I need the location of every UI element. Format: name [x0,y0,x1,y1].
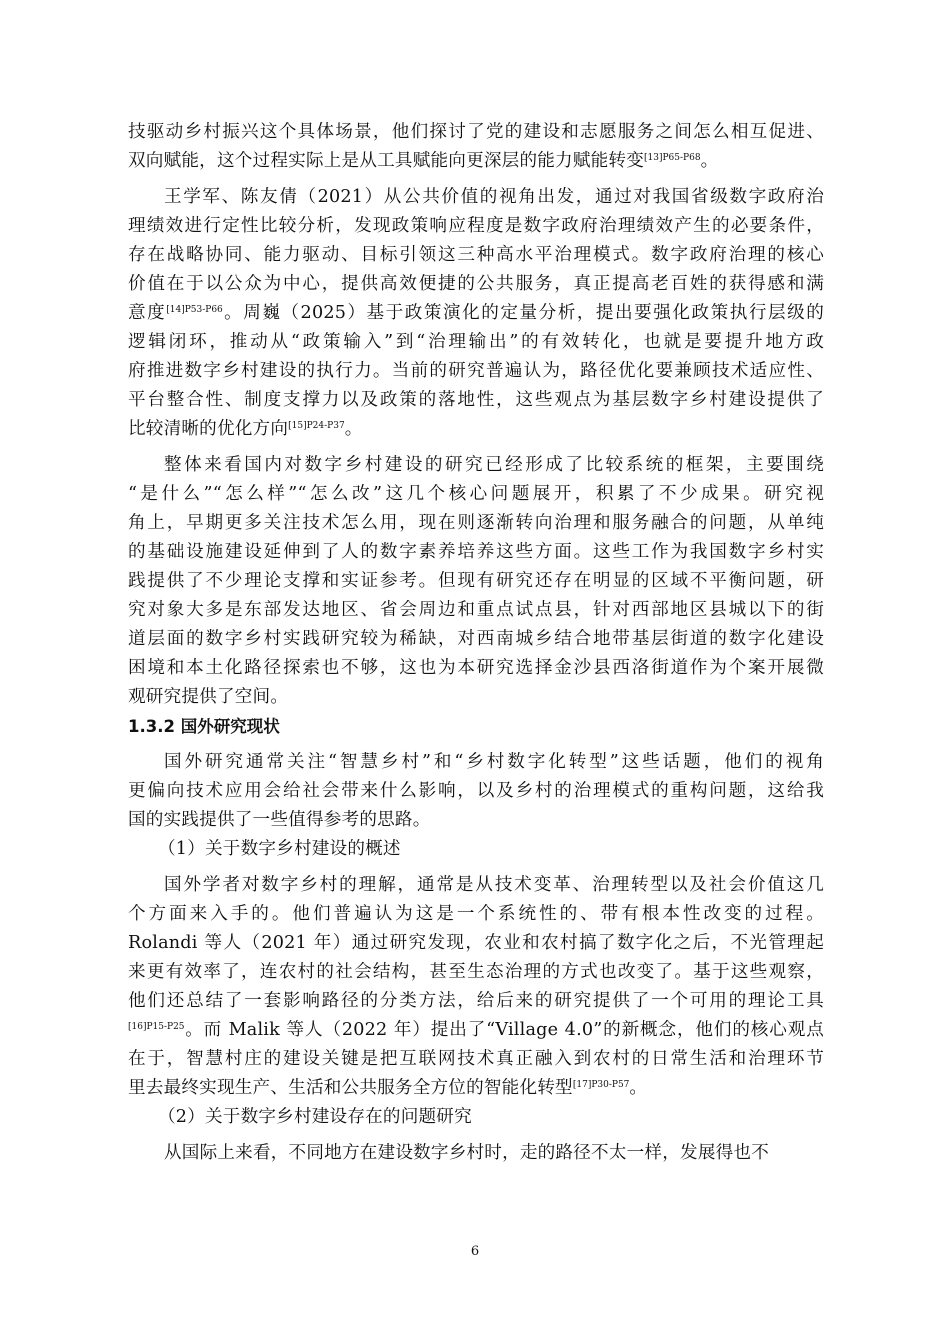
line-text: 技驱动乡村振兴这个具体场景，他们探讨了党的建设和志愿服务之间怎么相互促进、 [128,122,824,142]
text-line [128,1139,824,1168]
text-line [128,509,824,538]
text-line [128,871,824,900]
paragraph-6 [128,1139,824,1168]
citation-superscript: [17]P30-P57 [572,1080,630,1090]
line-text: Rolandi 等人（2021 年）通过研究发现，农业和农村搞了数字化之后，不光管理起 [128,933,824,953]
citation-superscript: [16]P15-P25 [128,1022,185,1032]
text-line [128,480,824,509]
line-text: 里去最终实现生产、生活和公共服务全方位的智能化转型 [128,1078,573,1098]
line-text: 困境和本土化路径探索也不够，这也为本研究选择金沙县西洛街道作为个案开展微 [128,658,824,678]
text-line [128,118,824,147]
document-page [128,118,824,1168]
line-text: 国外研究通常关注“智慧乡村”和“乡村数字化转型”这些话题，他们的视角 [164,752,824,772]
line-text-tail: 。 [629,1078,648,1098]
line-text: 个方面来入手的。他们普遍认为这是一个系统性的、带有根本性改变的过程。 [128,904,824,924]
line-text-tail: 。 [344,419,363,439]
line-text: 逻辑闭环，推动从“政策输入”到“治理输出”的有效转化，也就是要提升地方政 [128,332,824,352]
paragraph-2 [128,183,824,444]
line-text: 双向赋能，这个过程实际上是从工具赋能向更深层的能力赋能转变 [128,151,645,171]
paragraph-3 [128,451,824,712]
line-text: 践提供了不少理论支撑和实证参考。但现有研究还存在明显的区域不平衡问题，研 [128,571,824,591]
line-text: 理绩效进行定性比较分析，发现政策响应程度是数字政府治理绩效产生的必要条件， [128,216,824,236]
citation-superscript: [15]P24-P37 [288,421,345,431]
text-line [128,958,824,987]
paragraph-4 [128,748,824,835]
section-heading: 1.3.2 国外研究现状 [128,717,280,736]
text-line [128,806,824,835]
paragraph-5 [128,871,824,1103]
line-text: 他们还总结了一套影响路径的分类方法，给后来的研究提供了一个可用的理论工具 [128,991,824,1011]
text-line [128,212,824,241]
citation-superscript: [14]P53-P66 [166,305,223,315]
line-text: 来更有效率了，连农村的社会结构，甚至生态治理的方式也改变了。基于这些观察， [128,962,824,982]
text-line [128,683,824,712]
text-line [128,451,824,480]
text-line [128,987,824,1016]
text-line [128,596,824,625]
line-text: 平台整合性、制度支撑力以及政策的落地性，这些观点为基层数字乡村建设提供了 [128,390,824,410]
line-text: 国外学者对数字乡村的理解，通常是从技术变革、治理转型以及社会价值这几 [164,875,824,895]
text-line [128,270,824,299]
line-text-tail: 。 [700,151,719,171]
line-text: 道层面的数字乡村实践研究较为稀缺，对西南城乡结合地带基层街道的数字化建设 [128,629,824,649]
paragraph-1 [128,118,824,176]
line-text: 比较清晰的优化方向 [128,419,289,439]
text-line [128,328,824,357]
text-line [128,357,824,386]
text-line [128,654,824,683]
text-line [128,299,824,328]
line-text-tail: 。周巍（2025）基于政策演化的定量分析，提出要强化政策执行层级的 [222,303,824,323]
subheading-1: （1）关于数字乡村建设的概述 [158,839,401,859]
line-text-tail: 。而 Malik 等人（2022 年）提出了“Village 4.0”的新概念，他们的核心观点 [184,1020,824,1040]
text-line [128,386,824,415]
line-text: “是什么”“怎么样”“怎么改”这几个核心问题展开，积累了不少成果。研究视 [128,484,824,504]
text-line [128,1016,824,1045]
text-line [128,183,824,212]
text-line [128,147,824,176]
text-line [128,538,824,567]
line-text: 的基础设施建设延伸到了人的数字素养培养这些方面。这些工作为我国数字乡村实 [128,542,824,562]
text-line [128,777,824,806]
text-line [128,900,824,929]
line-text: 究对象大多是东部发达地区、省会周边和重点试点县，针对西部地区县城以下的街 [128,600,824,620]
text-line [128,567,824,596]
line-text: 观研究提供了空间。 [128,687,289,707]
line-text: 在于，智慧村庄的建设关键是把互联网技术真正融入到农村的日常生活和治理环节 [128,1049,824,1069]
line-text: 整体来看国内对数字乡村建设的研究已经形成了比较系统的框架，主要围绕 [164,455,824,475]
subheading-2: （2）关于数字乡村建设存在的问题研究 [158,1107,472,1127]
citation-superscript: [13]P65-P68 [644,153,701,163]
line-text: 国的实践提供了一些值得参考的思路。 [128,810,431,830]
text-line [128,1074,824,1103]
text-line [128,929,824,958]
line-text: 从国际上来看，不同地方在建设数字乡村时，走的路径不太一样，发展得也不 [164,1143,769,1163]
text-line [128,415,824,444]
text-line [128,625,824,654]
page-number: 6 [470,1244,480,1259]
line-text: 府推进数字乡村建设的执行力。当前的研究普遍认为，路径优化要兼顾技术适应性、 [128,361,824,381]
line-text: 存在战略协同、能力驱动、目标引领这三种高水平治理模式。数字政府治理的核心 [128,245,824,265]
line-text: 意度 [128,303,167,323]
text-line [128,1045,824,1074]
text-line [128,241,824,270]
line-text: 角上，早期更多关注技术怎么用，现在则逐渐转向治理和服务融合的问题，从单纯 [128,513,824,533]
line-text: 价值在于以公众为中心，提供高效便捷的公共服务，真正提高老百姓的获得感和满 [128,274,824,294]
text-line [128,748,824,777]
line-text: 王学军、陈友倩（2021）从公共价值的视角出发，通过对我国省级数字政府治 [164,187,824,207]
line-text: 更偏向技术应用会给社会带来什么影响，以及乡村的治理模式的重构问题，这给我 [128,781,824,801]
